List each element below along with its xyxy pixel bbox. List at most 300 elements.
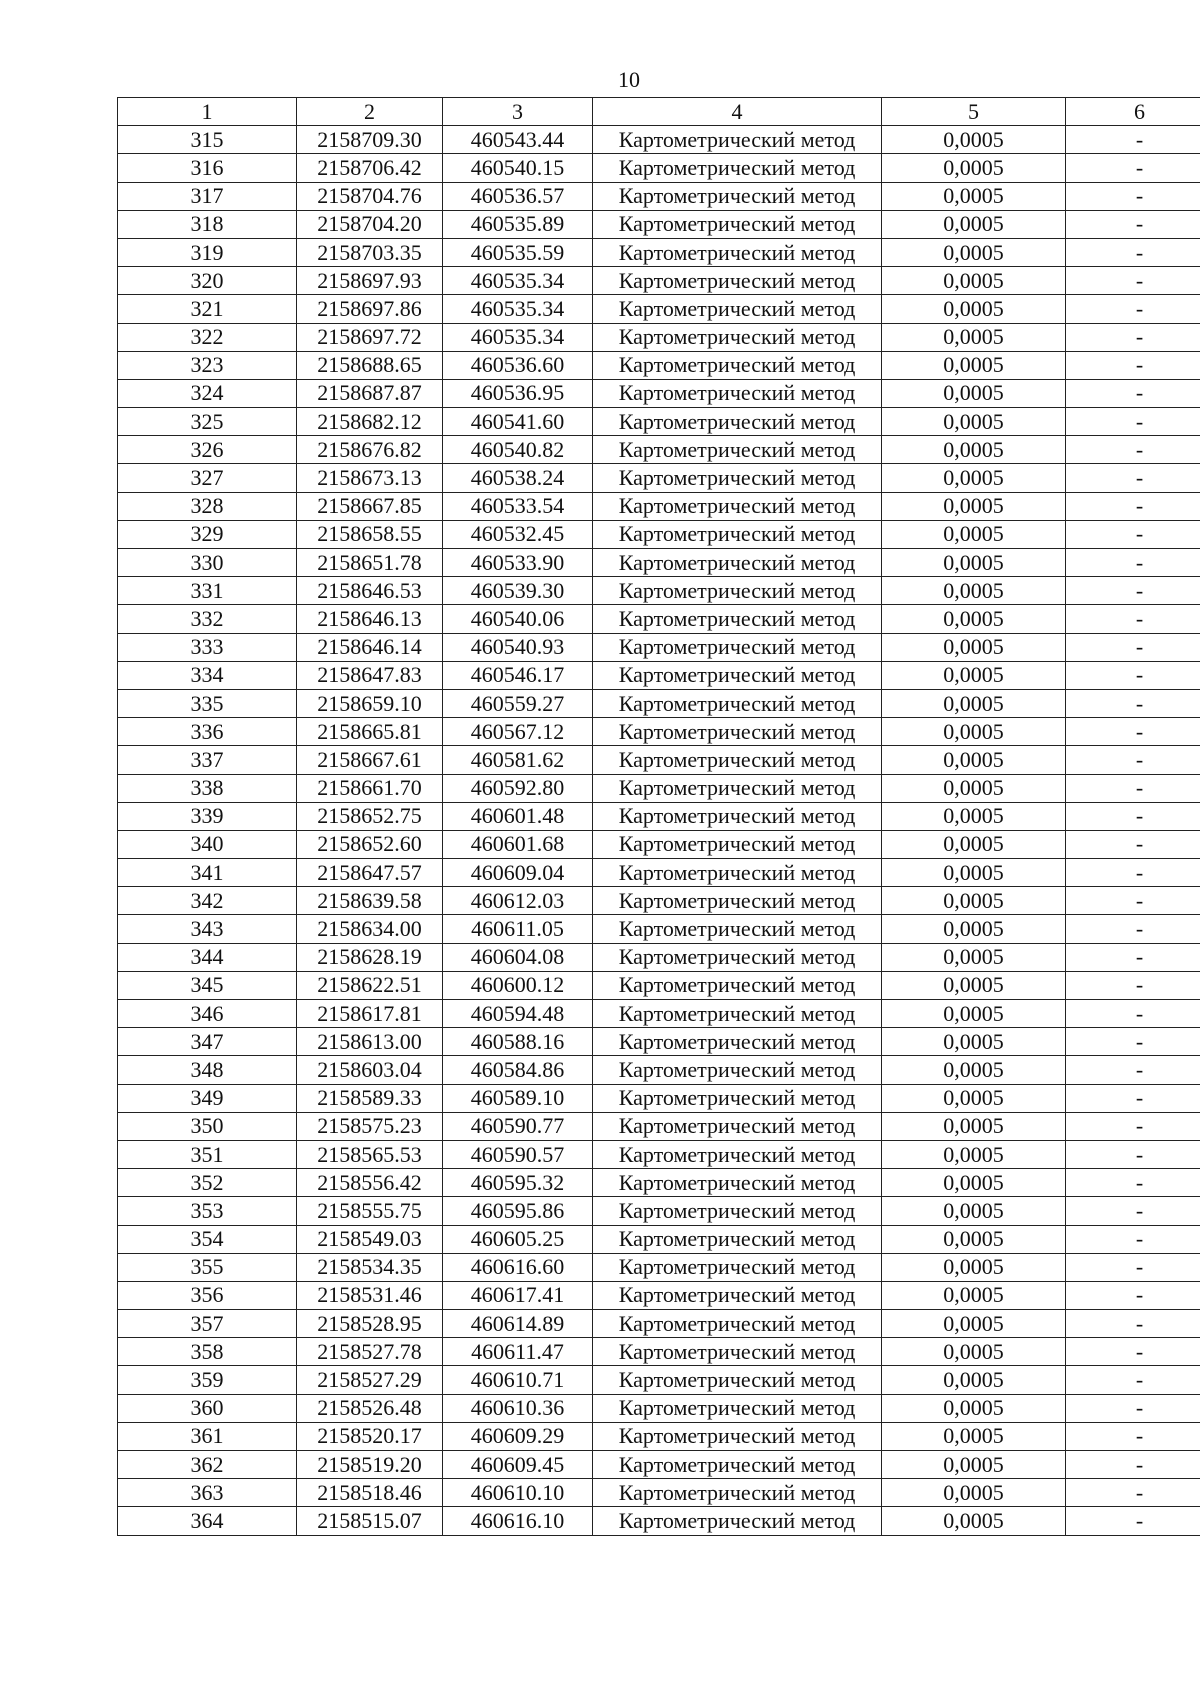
point-number-cell: 317 [118, 182, 297, 210]
x-coordinate-cell: 2158531.46 [297, 1281, 443, 1309]
method-cell: Картометрический метод [593, 238, 882, 266]
table-row [118, 915, 1200, 943]
method-cell: Картометрический метод [593, 859, 882, 887]
y-coordinate-cell: 460609.45 [443, 1451, 593, 1479]
accuracy-cell: 0,0005 [882, 802, 1066, 830]
point-number-cell: 339 [118, 802, 297, 830]
table-row [118, 746, 1200, 774]
point-number-cell: 320 [118, 267, 297, 295]
method-cell: Картометрический метод [593, 1112, 882, 1140]
accuracy-cell: 0,0005 [882, 1451, 1066, 1479]
table-row [118, 1507, 1200, 1535]
accuracy-cell: 0,0005 [882, 661, 1066, 689]
y-coordinate-cell: 460540.15 [443, 154, 593, 182]
y-coordinate-cell: 460614.89 [443, 1310, 593, 1338]
accuracy-cell: 0,0005 [882, 379, 1066, 407]
accuracy-cell: 0,0005 [882, 351, 1066, 379]
accuracy-cell: 0,0005 [882, 633, 1066, 661]
table-row [118, 520, 1200, 548]
note-cell: - [1066, 238, 1200, 266]
x-coordinate-cell: 2158519.20 [297, 1451, 443, 1479]
table-row [118, 295, 1200, 323]
note-cell: - [1066, 1084, 1200, 1112]
point-number-cell: 358 [118, 1338, 297, 1366]
accuracy-cell: 0,0005 [882, 464, 1066, 492]
note-cell: - [1066, 746, 1200, 774]
accuracy-cell: 0,0005 [882, 887, 1066, 915]
y-coordinate-cell: 460605.25 [443, 1225, 593, 1253]
note-cell: - [1066, 1253, 1200, 1281]
method-cell: Картометрический метод [593, 464, 882, 492]
method-cell: Картометрический метод [593, 1169, 882, 1197]
y-coordinate-cell: 460604.08 [443, 943, 593, 971]
accuracy-cell: 0,0005 [882, 1225, 1066, 1253]
y-coordinate-cell: 460616.60 [443, 1253, 593, 1281]
table-row [118, 1253, 1200, 1281]
method-cell: Картометрический метод [593, 943, 882, 971]
x-coordinate-cell: 2158647.83 [297, 661, 443, 689]
note-cell: - [1066, 802, 1200, 830]
method-cell: Картометрический метод [593, 746, 882, 774]
y-coordinate-cell: 460541.60 [443, 408, 593, 436]
note-cell: - [1066, 379, 1200, 407]
accuracy-cell: 0,0005 [882, 436, 1066, 464]
note-cell: - [1066, 351, 1200, 379]
method-cell: Картометрический метод [593, 718, 882, 746]
point-number-cell: 331 [118, 577, 297, 605]
point-number-cell: 321 [118, 295, 297, 323]
y-coordinate-cell: 460543.44 [443, 126, 593, 154]
note-cell: - [1066, 154, 1200, 182]
point-number-cell: 325 [118, 408, 297, 436]
page-number: 10 [618, 67, 640, 92]
y-coordinate-cell: 460609.04 [443, 859, 593, 887]
x-coordinate-cell: 2158646.53 [297, 577, 443, 605]
x-coordinate-cell: 2158661.70 [297, 774, 443, 802]
note-cell: - [1066, 1310, 1200, 1338]
x-coordinate-cell: 2158667.61 [297, 746, 443, 774]
point-number-cell: 355 [118, 1253, 297, 1281]
table-row [118, 774, 1200, 802]
method-cell: Картометрический метод [593, 295, 882, 323]
point-number-cell: 360 [118, 1394, 297, 1422]
header-row [118, 98, 1200, 126]
point-number-cell: 335 [118, 689, 297, 717]
method-cell: Картометрический метод [593, 182, 882, 210]
table-row [118, 1197, 1200, 1225]
method-cell: Картометрический метод [593, 210, 882, 238]
table-row [118, 830, 1200, 858]
point-number-cell: 345 [118, 971, 297, 999]
method-cell: Картометрический метод [593, 492, 882, 520]
point-number-cell: 328 [118, 492, 297, 520]
y-coordinate-cell: 460584.86 [443, 1056, 593, 1084]
note-cell: - [1066, 1028, 1200, 1056]
note-cell: - [1066, 1479, 1200, 1507]
note-cell: - [1066, 943, 1200, 971]
method-cell: Картометрический метод [593, 1507, 882, 1535]
y-coordinate-cell: 460609.29 [443, 1422, 593, 1450]
x-coordinate-cell: 2158565.53 [297, 1140, 443, 1168]
method-cell: Картометрический метод [593, 689, 882, 717]
accuracy-cell: 0,0005 [882, 830, 1066, 858]
point-number-cell: 336 [118, 718, 297, 746]
y-coordinate-cell: 460595.32 [443, 1169, 593, 1197]
x-coordinate-cell: 2158667.85 [297, 492, 443, 520]
table-row [118, 267, 1200, 295]
x-coordinate-cell: 2158556.42 [297, 1169, 443, 1197]
accuracy-cell: 0,0005 [882, 1253, 1066, 1281]
point-number-cell: 327 [118, 464, 297, 492]
method-cell: Картометрический метод [593, 774, 882, 802]
table-row [118, 238, 1200, 266]
x-coordinate-cell: 2158706.42 [297, 154, 443, 182]
method-cell: Картометрический метод [593, 1281, 882, 1309]
table-row [118, 210, 1200, 238]
table-row [118, 1140, 1200, 1168]
table-row [118, 1422, 1200, 1450]
accuracy-cell: 0,0005 [882, 1169, 1066, 1197]
x-coordinate-cell: 2158704.20 [297, 210, 443, 238]
x-coordinate-cell: 2158659.10 [297, 689, 443, 717]
point-number-cell: 349 [118, 1084, 297, 1112]
y-coordinate-cell: 460536.57 [443, 182, 593, 210]
point-number-cell: 343 [118, 915, 297, 943]
accuracy-cell: 0,0005 [882, 943, 1066, 971]
x-coordinate-cell: 2158534.35 [297, 1253, 443, 1281]
point-number-cell: 333 [118, 633, 297, 661]
y-coordinate-cell: 460595.86 [443, 1197, 593, 1225]
note-cell: - [1066, 323, 1200, 351]
method-cell: Картометрический метод [593, 549, 882, 577]
x-coordinate-cell: 2158628.19 [297, 943, 443, 971]
column-header-1: 1 [118, 98, 297, 126]
method-cell: Картометрический метод [593, 1310, 882, 1338]
accuracy-cell: 0,0005 [882, 182, 1066, 210]
point-number-cell: 326 [118, 436, 297, 464]
table-row [118, 605, 1200, 633]
x-coordinate-cell: 2158527.78 [297, 1338, 443, 1366]
x-coordinate-cell: 2158589.33 [297, 1084, 443, 1112]
accuracy-cell: 0,0005 [882, 1422, 1066, 1450]
y-coordinate-cell: 460617.41 [443, 1281, 593, 1309]
table-row [118, 1338, 1200, 1366]
note-cell: - [1066, 887, 1200, 915]
accuracy-cell: 0,0005 [882, 1507, 1066, 1535]
note-cell: - [1066, 1422, 1200, 1450]
method-cell: Картометрический метод [593, 1056, 882, 1084]
point-number-cell: 329 [118, 520, 297, 548]
accuracy-cell: 0,0005 [882, 1084, 1066, 1112]
accuracy-cell: 0,0005 [882, 859, 1066, 887]
accuracy-cell: 0,0005 [882, 1310, 1066, 1338]
table-row [118, 323, 1200, 351]
method-cell: Картометрический метод [593, 408, 882, 436]
table-row [118, 492, 1200, 520]
point-number-cell: 340 [118, 830, 297, 858]
point-number-cell: 363 [118, 1479, 297, 1507]
point-number-cell: 337 [118, 746, 297, 774]
table-row [118, 1112, 1200, 1140]
accuracy-cell: 0,0005 [882, 1479, 1066, 1507]
y-coordinate-cell: 460546.17 [443, 661, 593, 689]
note-cell: - [1066, 1338, 1200, 1366]
x-coordinate-cell: 2158518.46 [297, 1479, 443, 1507]
note-cell: - [1066, 1169, 1200, 1197]
note-cell: - [1066, 464, 1200, 492]
y-coordinate-cell: 460567.12 [443, 718, 593, 746]
method-cell: Картометрический метод [593, 1451, 882, 1479]
x-coordinate-cell: 2158665.81 [297, 718, 443, 746]
method-cell: Картометрический метод [593, 351, 882, 379]
table-row [118, 943, 1200, 971]
note-cell: - [1066, 182, 1200, 210]
y-coordinate-cell: 460536.60 [443, 351, 593, 379]
note-cell: - [1066, 605, 1200, 633]
column-header-5: 5 [882, 98, 1066, 126]
table-header [118, 98, 1200, 126]
method-cell: Картометрический метод [593, 661, 882, 689]
point-number-cell: 318 [118, 210, 297, 238]
accuracy-cell: 0,0005 [882, 1366, 1066, 1394]
method-cell: Картометрический метод [593, 154, 882, 182]
x-coordinate-cell: 2158639.58 [297, 887, 443, 915]
y-coordinate-cell: 460594.48 [443, 1000, 593, 1028]
accuracy-cell: 0,0005 [882, 774, 1066, 802]
point-number-cell: 324 [118, 379, 297, 407]
y-coordinate-cell: 460610.10 [443, 1479, 593, 1507]
column-header-2: 2 [297, 98, 443, 126]
point-number-cell: 356 [118, 1281, 297, 1309]
table-row [118, 1394, 1200, 1422]
y-coordinate-cell: 460611.47 [443, 1338, 593, 1366]
column-header-6: 6 [1066, 98, 1200, 126]
y-coordinate-cell: 460540.93 [443, 633, 593, 661]
point-number-cell: 346 [118, 1000, 297, 1028]
y-coordinate-cell: 460535.59 [443, 238, 593, 266]
note-cell: - [1066, 1112, 1200, 1140]
method-cell: Картометрический метод [593, 915, 882, 943]
method-cell: Картометрический метод [593, 323, 882, 351]
x-coordinate-cell: 2158527.29 [297, 1366, 443, 1394]
accuracy-cell: 0,0005 [882, 267, 1066, 295]
accuracy-cell: 0,0005 [882, 408, 1066, 436]
accuracy-cell: 0,0005 [882, 1394, 1066, 1422]
y-coordinate-cell: 460540.82 [443, 436, 593, 464]
x-coordinate-cell: 2158647.57 [297, 859, 443, 887]
note-cell: - [1066, 971, 1200, 999]
note-cell: - [1066, 1281, 1200, 1309]
table-row [118, 1366, 1200, 1394]
point-number-cell: 334 [118, 661, 297, 689]
method-cell: Картометрический метод [593, 605, 882, 633]
method-cell: Картометрический метод [593, 436, 882, 464]
accuracy-cell: 0,0005 [882, 154, 1066, 182]
x-coordinate-cell: 2158697.72 [297, 323, 443, 351]
y-coordinate-cell: 460590.77 [443, 1112, 593, 1140]
x-coordinate-cell: 2158682.12 [297, 408, 443, 436]
accuracy-cell: 0,0005 [882, 1056, 1066, 1084]
y-coordinate-cell: 460616.10 [443, 1507, 593, 1535]
x-coordinate-cell: 2158652.60 [297, 830, 443, 858]
table-row [118, 1451, 1200, 1479]
x-coordinate-cell: 2158709.30 [297, 126, 443, 154]
point-number-cell: 362 [118, 1451, 297, 1479]
point-number-cell: 348 [118, 1056, 297, 1084]
x-coordinate-cell: 2158575.23 [297, 1112, 443, 1140]
x-coordinate-cell: 2158634.00 [297, 915, 443, 943]
accuracy-cell: 0,0005 [882, 492, 1066, 520]
table-row [118, 887, 1200, 915]
x-coordinate-cell: 2158613.00 [297, 1028, 443, 1056]
method-cell: Картометрический метод [593, 1338, 882, 1366]
note-cell: - [1066, 577, 1200, 605]
note-cell: - [1066, 295, 1200, 323]
table-row [118, 549, 1200, 577]
note-cell: - [1066, 267, 1200, 295]
accuracy-cell: 0,0005 [882, 605, 1066, 633]
table-row [118, 379, 1200, 407]
y-coordinate-cell: 460592.80 [443, 774, 593, 802]
point-number-cell: 347 [118, 1028, 297, 1056]
note-cell: - [1066, 1140, 1200, 1168]
table-row [118, 351, 1200, 379]
x-coordinate-cell: 2158703.35 [297, 238, 443, 266]
table-row [118, 1056, 1200, 1084]
table-body [118, 126, 1200, 1535]
note-cell: - [1066, 1394, 1200, 1422]
method-cell: Картометрический метод [593, 520, 882, 548]
point-number-cell: 350 [118, 1112, 297, 1140]
accuracy-cell: 0,0005 [882, 971, 1066, 999]
x-coordinate-cell: 2158520.17 [297, 1422, 443, 1450]
y-coordinate-cell: 460540.06 [443, 605, 593, 633]
y-coordinate-cell: 460610.36 [443, 1394, 593, 1422]
table-row [118, 718, 1200, 746]
y-coordinate-cell: 460600.12 [443, 971, 593, 999]
method-cell: Картометрический метод [593, 1028, 882, 1056]
table-row [118, 1028, 1200, 1056]
method-cell: Картометрический метод [593, 830, 882, 858]
y-coordinate-cell: 460610.71 [443, 1366, 593, 1394]
note-cell: - [1066, 1507, 1200, 1535]
y-coordinate-cell: 460536.95 [443, 379, 593, 407]
coordinates-table [117, 97, 1200, 1536]
table-row [118, 182, 1200, 210]
method-cell: Картометрический метод [593, 577, 882, 605]
method-cell: Картометрический метод [593, 1197, 882, 1225]
point-number-cell: 364 [118, 1507, 297, 1535]
table-row [118, 408, 1200, 436]
table-row [118, 689, 1200, 717]
method-cell: Картометрический метод [593, 971, 882, 999]
point-number-cell: 341 [118, 859, 297, 887]
point-number-cell: 342 [118, 887, 297, 915]
note-cell: - [1066, 859, 1200, 887]
accuracy-cell: 0,0005 [882, 746, 1066, 774]
x-coordinate-cell: 2158617.81 [297, 1000, 443, 1028]
accuracy-cell: 0,0005 [882, 1338, 1066, 1366]
method-cell: Картометрический метод [593, 1140, 882, 1168]
y-coordinate-cell: 460588.16 [443, 1028, 593, 1056]
accuracy-cell: 0,0005 [882, 915, 1066, 943]
note-cell: - [1066, 1000, 1200, 1028]
point-number-cell: 353 [118, 1197, 297, 1225]
method-cell: Картометрический метод [593, 1394, 882, 1422]
x-coordinate-cell: 2158673.13 [297, 464, 443, 492]
note-cell: - [1066, 210, 1200, 238]
x-coordinate-cell: 2158526.48 [297, 1394, 443, 1422]
y-coordinate-cell: 460533.90 [443, 549, 593, 577]
note-cell: - [1066, 436, 1200, 464]
table-row [118, 154, 1200, 182]
accuracy-cell: 0,0005 [882, 520, 1066, 548]
x-coordinate-cell: 2158658.55 [297, 520, 443, 548]
x-coordinate-cell: 2158687.87 [297, 379, 443, 407]
table-row [118, 1225, 1200, 1253]
x-coordinate-cell: 2158622.51 [297, 971, 443, 999]
note-cell: - [1066, 830, 1200, 858]
accuracy-cell: 0,0005 [882, 689, 1066, 717]
method-cell: Картометрический метод [593, 802, 882, 830]
x-coordinate-cell: 2158555.75 [297, 1197, 443, 1225]
method-cell: Картометрический метод [593, 1225, 882, 1253]
column-header-3: 3 [443, 98, 593, 126]
y-coordinate-cell: 460612.03 [443, 887, 593, 915]
method-cell: Картометрический метод [593, 126, 882, 154]
column-header-4: 4 [593, 98, 882, 126]
point-number-cell: 361 [118, 1422, 297, 1450]
note-cell: - [1066, 718, 1200, 746]
x-coordinate-cell: 2158528.95 [297, 1310, 443, 1338]
table-row [118, 1310, 1200, 1338]
point-number-cell: 344 [118, 943, 297, 971]
x-coordinate-cell: 2158652.75 [297, 802, 443, 830]
x-coordinate-cell: 2158603.04 [297, 1056, 443, 1084]
note-cell: - [1066, 915, 1200, 943]
accuracy-cell: 0,0005 [882, 126, 1066, 154]
point-number-cell: 352 [118, 1169, 297, 1197]
table-row [118, 464, 1200, 492]
x-coordinate-cell: 2158549.03 [297, 1225, 443, 1253]
y-coordinate-cell: 460611.05 [443, 915, 593, 943]
note-cell: - [1066, 633, 1200, 661]
note-cell: - [1066, 689, 1200, 717]
point-number-cell: 332 [118, 605, 297, 633]
table-row [118, 661, 1200, 689]
note-cell: - [1066, 520, 1200, 548]
point-number-cell: 338 [118, 774, 297, 802]
y-coordinate-cell: 460559.27 [443, 689, 593, 717]
method-cell: Картометрический метод [593, 1422, 882, 1450]
note-cell: - [1066, 1056, 1200, 1084]
note-cell: - [1066, 1225, 1200, 1253]
y-coordinate-cell: 460535.34 [443, 267, 593, 295]
note-cell: - [1066, 661, 1200, 689]
note-cell: - [1066, 1197, 1200, 1225]
method-cell: Картометрический метод [593, 1253, 882, 1281]
x-coordinate-cell: 2158688.65 [297, 351, 443, 379]
y-coordinate-cell: 460538.24 [443, 464, 593, 492]
table-row [118, 971, 1200, 999]
point-number-cell: 315 [118, 126, 297, 154]
y-coordinate-cell: 460535.34 [443, 295, 593, 323]
note-cell: - [1066, 1451, 1200, 1479]
method-cell: Картометрический метод [593, 1366, 882, 1394]
point-number-cell: 319 [118, 238, 297, 266]
accuracy-cell: 0,0005 [882, 1000, 1066, 1028]
accuracy-cell: 0,0005 [882, 1281, 1066, 1309]
